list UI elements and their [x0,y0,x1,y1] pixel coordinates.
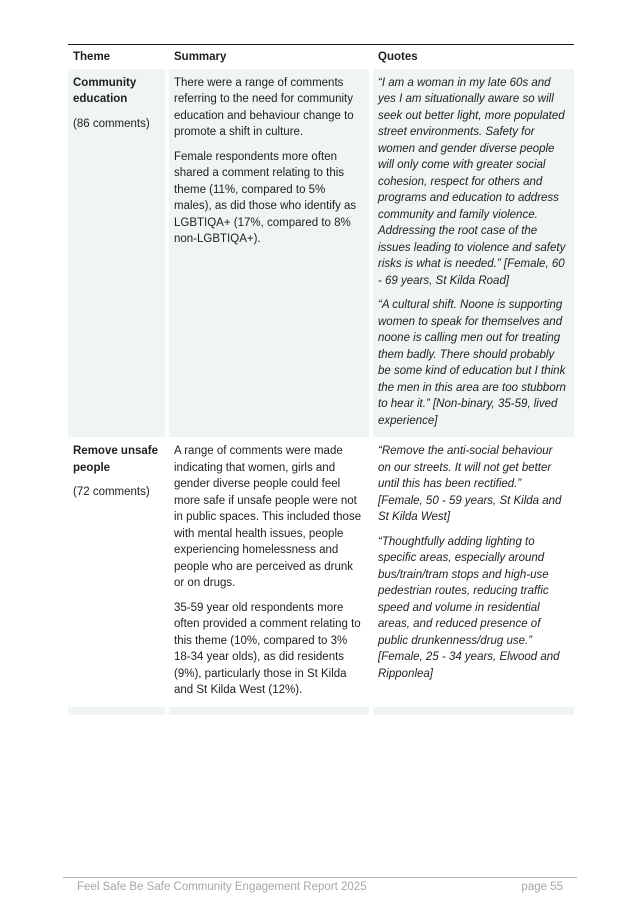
quote-paragraph: “Remove the anti-social behaviour on our streets. It will not get better until this has been rectified.” [Female, 50 - 59 years, St Kilda and St Kilda West] [378,445,562,523]
table-header-row [68,45,574,69]
table-row [68,437,574,707]
summary-paragraph: Female respondents more often shared a comment relating to this theme (11%, compared to 5% males), as did those who identify as LGBTIQA+ (17%, compared to 8% non-LGBTIQA+). [174,150,357,245]
column-header-quotes: Quotes [373,45,574,69]
theme-cell [68,69,165,438]
theme-title: Community education [73,76,137,105]
themes-table [68,44,574,715]
theme-cell-stub [68,707,165,715]
theme-comment-count: (86 comments) [73,117,150,130]
quote-paragraph: “A cultural shift. Noone is supporting women to speak for themselves and noone is calling men out for treating them badly. There should probably be some kind of education but I think the men in this area are too stubborn to hear it.” [Non-binary, 35-59, lived experience] [378,299,566,427]
summary-cell [169,437,369,707]
page-footer [63,877,577,893]
quote-paragraph: “Thoughtfully adding lighting to specific areas, especially around bus/train/tram stops and high-use pedestrian routes, reducing traffic speed and volume in residential areas, and reduced presence of public drunkenness/drug use.” [Female, 25 - 34 years, Elwood and Ripponlea] [378,535,560,680]
summary-paragraph: There were a range of comments referring to the need for community education and behaviour change to promote a shift in culture. [174,76,354,138]
summary-cell-stub [169,707,369,715]
quotes-cell-stub [373,707,574,715]
theme-cell [68,437,165,707]
table-row [68,69,574,438]
theme-comment-count: (72 comments) [73,486,150,498]
summary-cell [169,69,369,438]
theme-title: Remove unsafe people [73,445,159,474]
footer-page-number: page 55 [521,881,563,893]
quotes-cell [373,437,574,707]
table-row-stub [68,707,574,715]
quote-paragraph: “I am a woman in my late 60s and yes I am situationally aware so will seek out better light, more populated street environments. Safety for women and gender diverse people will only come with greater social cohesion, respect for others and programs and education to address community and family violence. Addressing the root case of the issues leading to violence and safety risks is what is needed.” [Female, 60 - 69 years, St Kilda Road] [378,76,566,287]
summary-paragraph: 35-59 year old respondents more often provided a comment relating to this theme (10%, compared to 3% 18-34 year olds), as did residents (9%), particularly those in St Kilda and St Kilda West (12%). [174,601,361,696]
footer-report-title: Feel Safe Be Safe Community Engagement Report 2025 [77,881,367,893]
summary-paragraph: A range of comments were made indicating that women, girls and gender diverse people could feel more safe if unsafe people were not in public spaces. This included those with mental health issues, people experiencing homelessness and people who are perceived as drunk or on drugs. [174,445,362,589]
quotes-cell [373,69,574,438]
column-header-theme: Theme [68,45,165,69]
column-header-summary: Summary [169,45,369,69]
